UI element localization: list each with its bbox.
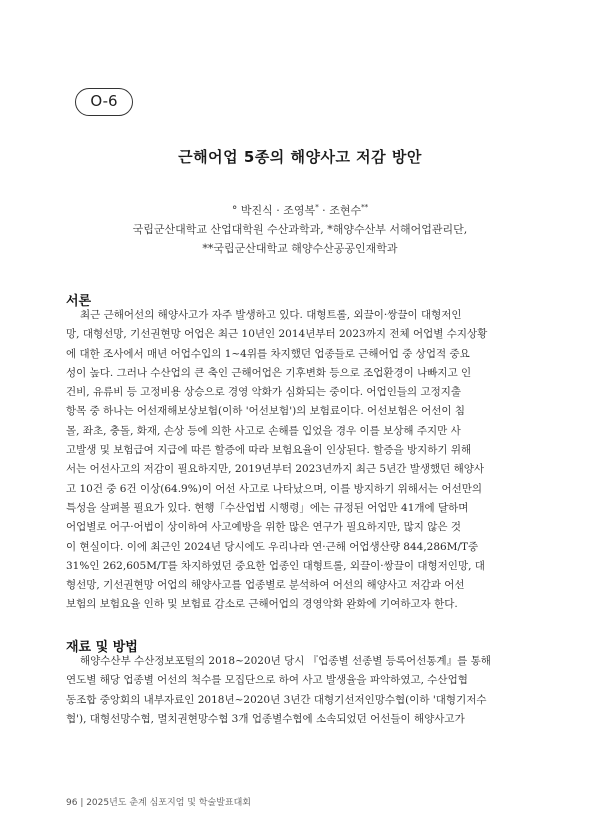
body-text-line: 최근 근해어선의 해양사고가 자주 발생하고 있다. 대형트롤, 외끌이·쌍끌이 대형저인 [80, 309, 462, 321]
author-separator: · [318, 204, 330, 217]
affiliation-line-2: **국립군산대학교 해양수산공공인재학과 [202, 242, 398, 255]
body-text-line: 건비, 유류비 등 고정비용 상승으로 경영 악화가 심화되는 중이다. 어업인들의 고정지출 [66, 386, 462, 399]
body-text-line: 고발생 및 보험급여 지급에 따른 할증에 따라 보험요율이 인상된다. 할증을 방지하기 위해 [66, 444, 472, 457]
presenter-mark: ° [231, 204, 238, 217]
affiliation-line-1: 국립군산대학교 산업대학원 수산과학과, *해양수산부 서해어업관리단, [132, 223, 468, 236]
author-2: 조영복 [283, 204, 316, 217]
body-text-line: 31%인 262,605M/T를 차지하였던 중요한 업종인 대형트롤, 외끌이·쌍끌이 대형저인망, 대 [66, 559, 485, 572]
body-text-line: 에 대한 조사에서 매년 어업수입의 1~4위를 차지했던 업종들로 근해어업 중 상업적 중요 [66, 347, 470, 360]
paper-title: 근해어업 5종의 해양사고 저감 방안 [178, 148, 422, 166]
section-heading-introduction: 서론 [66, 294, 92, 309]
page-footer: 96 | 2025년도 춘계 심포지엄 및 학술발표대회 [66, 798, 251, 808]
body-text-line: 형선망, 기선권현망 어업의 해양사고를 업종별로 분석하여 어선의 해양사고 저감과 어선 [66, 579, 465, 592]
body-text-line: 이 현실이다. 이에 최근인 2024년 당시에도 우리나라 연·근해 어업생산량 844,286M/T중 [66, 540, 479, 553]
section-heading-materials-methods: 재료 및 방법 [66, 640, 138, 655]
body-text-line: 연도별 해당 업종별 어선의 척수를 모집단으로 하여 사고 발생율을 파악하였고, 수산업협 [66, 674, 468, 687]
author-1: 박진식 [240, 204, 273, 217]
introduction-body [66, 306, 536, 615]
author-3-mark: ** [361, 203, 369, 212]
body-text-line: 동조합 중앙회의 내부자료인 2018년~2020년 3년간 대형기선저인망수협(이하 '대형기저수 [66, 693, 487, 706]
body-text-line: 어업별로 어구·어법이 상이하여 사고예방을 위한 많은 연구가 필요하지만, 많지 않은 것 [66, 521, 462, 534]
author-line [0, 202, 600, 218]
author-separator: · [272, 204, 284, 217]
body-text-line: 고 10건 중 6건 이상(64.9%)이 어선 사고로 나타났으며, 이를 방지하기 위해서는 어선만의 [66, 482, 483, 495]
materials-methods-body [66, 652, 536, 729]
body-text-line: 서는 어선사고의 저감이 필요하지만, 2019년부터 2023년까지 최근 5년간 발생했던 해양사 [66, 463, 485, 476]
author-3: 조현수 [329, 204, 362, 217]
session-badge: O-6 [75, 88, 133, 116]
body-text-line: 망, 대형선망, 기선권현망 어업은 최근 10년인 2014년부터 2023까지 전체 어업별 수지상황 [66, 328, 488, 341]
author-2-mark: * [315, 203, 319, 212]
body-text-line: 특성을 살펴볼 필요가 있다. 현행「수산업법 시행령」에는 규정된 어업만 41개에 달하며 [66, 501, 469, 514]
body-text-line: 해양수산부 수산정보포털의 2018~2020년 당시 『업종별 선종별 등록어선통계』를 통해 [80, 655, 491, 667]
body-text-line: 보험의 보험요율 인하 및 보험료 감소로 근해어업의 경영악화 완화에 기여하고자 한다. [66, 598, 458, 611]
body-text-line: 성이 높다. 그러나 수산업의 큰 축인 근해어업은 기후변화 등으로 조업환경이 나빠지고 인 [66, 366, 472, 379]
body-text-line: 항목 중 하나는 어선재해보상보험(이하 '어선보험')의 보험료이다. 어선보험은 어선이 침 [66, 405, 466, 418]
body-text-line: 몰, 좌초, 충돌, 화재, 손상 등에 의한 사고로 손해를 입었을 경우 이를 보상해 주지만 사 [66, 424, 461, 437]
body-text-line: 협'), 대형선망수협, 멸치권현망수협 3개 업종별수협에 소속되었던 어선들이 해양사고가 [66, 712, 465, 725]
